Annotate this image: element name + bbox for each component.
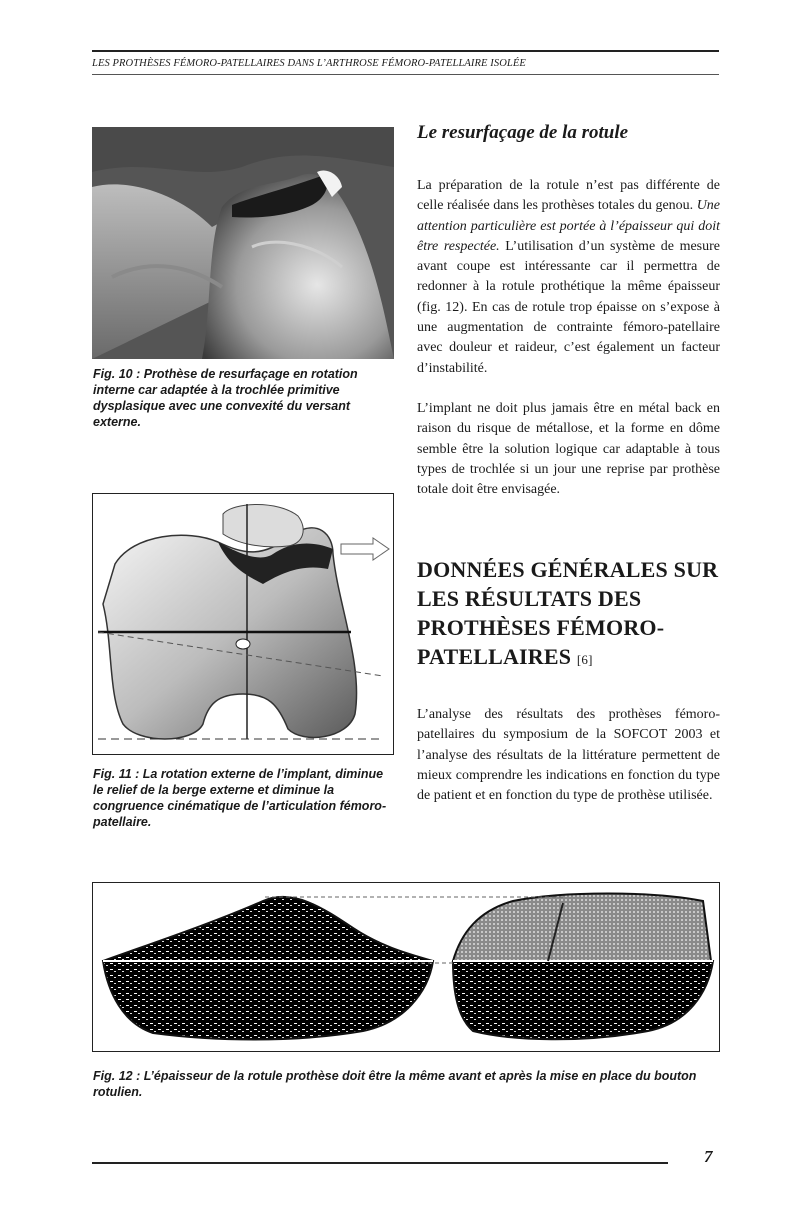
running-header: LES PROTHÈSES FÉMORO-PATELLAIRES DANS L’ARTHROSE FÉMORO-PATELLAIRE ISOLÉE [92,50,719,75]
paragraph-2: L’implant ne doit plus jamais être en métal back en raison du risque de métallose, et la forme en dôme semble être la solution logique car adaptable à tous types de trochlée si un jour une reprise par prothèse totale doit être envisagée. [417,400,720,498]
figure-10-caption [93,366,390,430]
paragraph-1 [417,176,720,379]
figure-12-patella-diagram [92,882,720,1052]
page-number: 7 [704,1147,713,1166]
figure-11-text: La rotation externe de l’implant, diminue le relief de la berge externe et diminue la congruence cinématique de l’articulation fémoro-patellaire. [93,767,387,829]
figure-12-label: Fig. 12 : [93,1069,141,1083]
results-body [417,705,720,806]
figure-12-caption [93,1068,721,1100]
footer-rule [92,1162,668,1164]
femur-implant-image [93,494,393,754]
results-heading-reference: [6] [576,652,593,667]
figure-10-label: Fig. 10 : [93,367,141,381]
patella-thickness-image [93,883,719,1051]
figure-11-label: Fig. 11 : [93,767,140,781]
figure-10-text: Prothèse de resurfaçage en rotation interne car adaptée à la trochlée primitive dysplasique avec une convexité du versant externe. [93,367,358,429]
figure-10-photo [92,127,394,359]
results-heading [417,555,720,674]
figure-11-caption [93,766,390,830]
paragraph-1-end: L’utilisation d’un système de mesure avant coupe est intéressante car il permettra de redonner à la rotule prothétique la même épaisseur (fig. 12). En cas de rotule trop épaisse on s’expose à une augmentation de contrainte fémoro-patellaire avec douleur et raideur, c’est également un facteur d’instabilité. [417,238,720,376]
results-paragraph: L’analyse des résultats des prothèses fémoro-patellaires du symposium de la SOFCOT 2003 et l’analyse des résultats de la littérature permettent de mieux comprendre les indications en fonction du type de patient et en fonction du type de prothèse utilisée. [417,707,720,804]
section-body [417,176,720,500]
figure-12-text: L’épaisseur de la rotule prothèse doit être la même avant et après la mise en place du bouton rotulien. [93,1069,697,1099]
section-title: Le resurfaçage de la rotule [417,122,629,143]
paragraph-1-start: La préparation de la rotule n’est pas différente de celle réalisée dans les prothèses totales du genou. [417,178,720,214]
paragraph-1-emphasis: Une attention particulière est portée à l’épaisseur qui doit être respectée. [417,198,721,254]
results-heading-text: DONNÉES GÉNÉRALES SUR LES RÉSULTATS DES PROTHÈSES FÉMORO-PATELLAIRES [417,557,719,669]
knee-photo-image [92,127,394,359]
figure-11-femur-diagram [92,493,394,755]
